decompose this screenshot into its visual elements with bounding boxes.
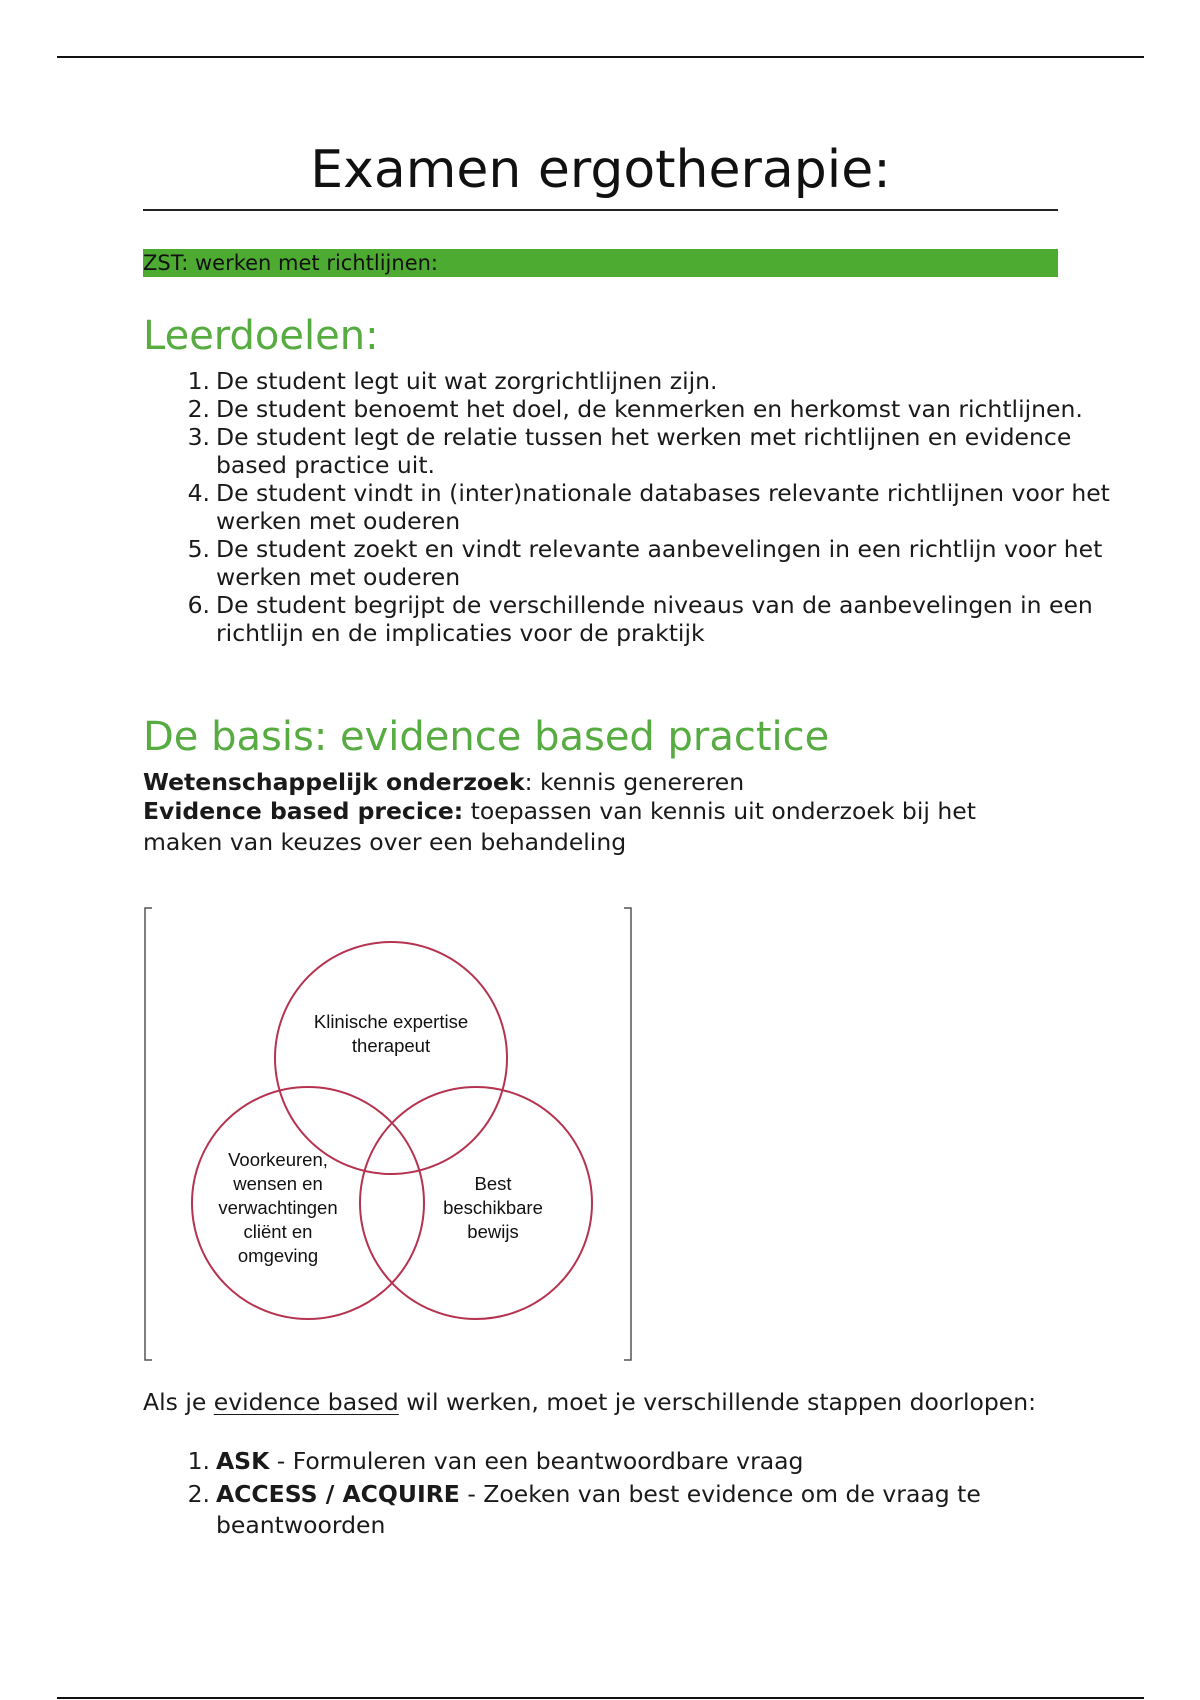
leerdoelen-heading: Leerdoelen: [143, 313, 379, 359]
list-number: 1. [187, 1447, 210, 1475]
steps-intro [143, 1388, 1043, 1416]
list-item [187, 591, 1116, 647]
list-item-text: De student legt de relatie tussen het werken met richtlijnen en evidence based practice uit. [216, 423, 1072, 479]
step-term: ASK [216, 1447, 270, 1475]
venn-label-left [203, 1148, 353, 1268]
list-item [187, 423, 1116, 479]
list-item [187, 1446, 1116, 1477]
list-number: 3. [187, 423, 210, 451]
definition-research [143, 768, 1043, 796]
venn-label-line: omgeving [237, 1245, 319, 1266]
list-number: 2. [187, 395, 210, 423]
document-title: Examen ergotherapie: [310, 140, 891, 200]
frame-bracket-left [145, 908, 152, 1360]
page-bottom-rule [57, 1697, 1144, 1699]
list-item-text: De student begrijpt de verschillende niveaus van de aanbevelingen in een richtlijn en de implicaties voor de praktijk [216, 591, 1093, 647]
list-item-text: De student zoekt en vindt relevante aanbevelingen in een richtlijn voor het werken met ouderen [216, 535, 1103, 591]
list-item [187, 367, 1116, 395]
venn-diagram-svg [143, 906, 633, 1362]
leerdoelen-list [143, 367, 1116, 647]
venn-diagram [143, 906, 633, 1362]
list-number: 5. [187, 535, 210, 563]
venn-label-line: beschikbare [443, 1197, 543, 1218]
definition-term: Wetenschappelijk onderzoek [143, 768, 525, 796]
venn-label-line: bewijs [467, 1221, 519, 1242]
list-item [187, 479, 1116, 535]
venn-label-line: Voorkeuren, [228, 1149, 328, 1170]
venn-label-top [276, 1010, 506, 1058]
definitions [143, 768, 1043, 858]
steps-intro-text: wil werken, moet je verschillende stappen doorlopen: [398, 1388, 1037, 1416]
step-text: - Formuleren van een beantwoordbare vraag [269, 1447, 804, 1475]
venn-label-line: cliënt en [243, 1221, 313, 1242]
list-number: 1. [187, 367, 210, 395]
list-item [187, 535, 1116, 591]
list-item [187, 395, 1116, 423]
venn-label-right [433, 1172, 553, 1244]
list-item [187, 1479, 1116, 1541]
evidence-based-underlined: evidence based [213, 1388, 399, 1416]
definition-ebp [143, 796, 1043, 858]
list-item-text: De student legt uit wat zorgrichtlijnen zijn. [216, 367, 718, 395]
list-number: 2. [187, 1480, 210, 1508]
zst-highlight-label: ZST: werken met richtlijnen: [143, 249, 1058, 277]
definition-text: toepassen van kennis uit onderzoek bij het maken van keuzes over een behandeling [143, 797, 976, 856]
list-number: 4. [187, 479, 210, 507]
list-number: 6. [187, 591, 210, 619]
steps-intro-text: Als je [143, 1388, 214, 1416]
basis-heading: De basis: evidence based practice [143, 714, 830, 760]
title-underline [143, 209, 1058, 211]
venn-label-line: Klinische expertise [313, 1011, 469, 1032]
venn-label-line: therapeut [351, 1035, 431, 1056]
venn-label-line: wensen en [233, 1173, 323, 1194]
frame-bracket-right [624, 908, 631, 1360]
definition-text: : kennis genereren [524, 768, 745, 796]
venn-label-line: Best [474, 1173, 512, 1194]
list-item-text: De student benoemt het doel, de kenmerken en herkomst van richtlijnen. [216, 395, 1083, 423]
page-top-rule [57, 56, 1144, 58]
step-text: - Zoeken van best evidence om de vraag te beantwoorden [216, 1480, 981, 1539]
step-term: ACCESS / ACQUIRE [216, 1480, 460, 1508]
list-item-text: De student vindt in (inter)nationale databases relevante richtlijnen voor het werken met ouderen [216, 479, 1110, 535]
steps-list [143, 1446, 1116, 1543]
venn-label-line: verwachtingen [218, 1197, 338, 1218]
venn-circle-top [275, 942, 507, 1174]
definition-term: Evidence based precice: [143, 797, 464, 825]
